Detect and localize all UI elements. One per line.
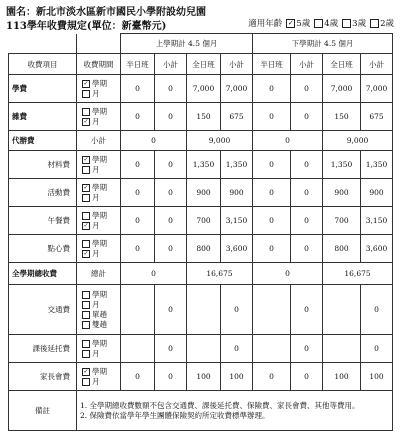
period-option[interactable] [78, 89, 119, 99]
option-label: 學期 [92, 238, 107, 248]
period-option[interactable] [78, 249, 119, 259]
table-row [9, 363, 393, 391]
table-cell: 0 [253, 207, 291, 235]
table-row [9, 235, 393, 263]
row-label: 活動費 [9, 179, 77, 207]
table-cell: 3,150 [361, 207, 393, 235]
checkbox-icon [82, 340, 90, 348]
table-cell: 7,000 [323, 75, 361, 103]
row-label: 材料費 [9, 151, 77, 179]
period-option[interactable] [78, 290, 119, 300]
period-option[interactable] [78, 349, 119, 359]
period-options [77, 103, 121, 131]
table-cell: 0 [121, 363, 155, 391]
notes-content [77, 391, 393, 431]
checked-icon: ✓ [83, 367, 89, 375]
table-cell [121, 335, 155, 363]
option-label: 月 [92, 88, 100, 98]
table-cell: 0 [291, 335, 323, 363]
checkbox-icon [82, 350, 90, 358]
table-cell: 0 [121, 263, 187, 285]
checkbox-icon [82, 240, 90, 248]
option-label: 月 [92, 376, 100, 386]
period-option[interactable] [78, 117, 119, 127]
period-options [77, 335, 121, 363]
age-option-2[interactable] [370, 17, 394, 29]
notes-label: 備註 [9, 391, 77, 431]
table-cell: 16,675 [187, 263, 253, 285]
checked-icon: ✓ [83, 221, 89, 229]
period-option[interactable] [78, 300, 119, 310]
period-options [77, 285, 121, 335]
row-label: 交通費 [9, 285, 77, 335]
option-label: 月 [92, 192, 100, 202]
checkbox-icon [82, 301, 90, 309]
table-cell: 0 [291, 363, 323, 391]
period-options [77, 207, 121, 235]
table-cell: 900 [361, 179, 393, 207]
age-label-3: 3歲 [352, 19, 367, 29]
checked-icon: ✓ [83, 249, 89, 257]
table-cell: 100 [323, 363, 361, 391]
checkbox-icon [82, 378, 90, 386]
row-label: 雜費 [9, 103, 77, 131]
col-subtotal: 小計 [361, 54, 393, 75]
table-cell: 0 [361, 335, 393, 363]
period-option[interactable] [78, 193, 119, 203]
row-label: 課後延托費 [9, 335, 77, 363]
row-label: 午餐費 [9, 207, 77, 235]
period-option[interactable] [78, 221, 119, 231]
table-cell: 0 [291, 103, 323, 131]
table-cell: 3,600 [361, 235, 393, 263]
checkbox-icon [82, 311, 90, 319]
table-cell [323, 335, 361, 363]
col-half-day: 半日班 [121, 54, 155, 75]
table-cell: 800 [323, 235, 361, 263]
row-sublabel: 小計 [77, 131, 121, 151]
col-item: 收費項目 [9, 54, 77, 75]
table-row [9, 103, 393, 131]
period-options [77, 363, 121, 391]
table-cell: 0 [121, 103, 155, 131]
row-label: 全學期總收費 [9, 263, 77, 285]
checkbox-icon [342, 19, 351, 28]
table-cell: 900 [221, 179, 253, 207]
table-cell: 0 [253, 363, 291, 391]
table-cell: 700 [187, 207, 221, 235]
age-option-5[interactable] [286, 17, 310, 29]
table-cell: 0 [155, 179, 187, 207]
row-label: 學費 [9, 75, 77, 103]
table-cell: 0 [155, 207, 187, 235]
table-cell: 7,000 [187, 75, 221, 103]
table-cell: 0 [361, 285, 393, 335]
option-label: 雙趟 [92, 319, 107, 329]
option-label: 月 [92, 220, 100, 230]
period-option[interactable] [78, 155, 119, 165]
period-option[interactable] [78, 310, 119, 320]
table-cell: 150 [187, 103, 221, 131]
period-option[interactable] [78, 165, 119, 175]
checkbox-icon [370, 19, 379, 28]
table-cell: 0 [291, 179, 323, 207]
checkbox-icon [82, 166, 90, 174]
table-cell: 9,000 [323, 131, 393, 151]
table-row [9, 179, 393, 207]
checked-icon: ✓ [83, 117, 89, 125]
period-options [77, 151, 121, 179]
period-options [77, 235, 121, 263]
option-label: 學期 [92, 182, 107, 192]
table-cell: 150 [323, 103, 361, 131]
age-option-4[interactable] [314, 17, 338, 29]
table-cell: 3,150 [221, 207, 253, 235]
col-subtotal: 小計 [155, 54, 187, 75]
table-cell: 0 [121, 131, 187, 151]
checked-icon: ✓ [83, 79, 89, 87]
age-selector [248, 17, 394, 29]
checked-icon: ✓ [287, 18, 294, 27]
period-option[interactable] [78, 377, 119, 387]
period-options [77, 75, 121, 103]
checked-icon: ✓ [83, 183, 89, 191]
table-cell: 16,675 [323, 263, 393, 285]
row-sublabel: 總計 [77, 263, 121, 285]
period-option[interactable] [78, 79, 119, 89]
table-cell: 0 [155, 335, 187, 363]
period-option[interactable] [78, 320, 119, 330]
table-cell: 100 [187, 363, 221, 391]
table-cell: 675 [361, 103, 393, 131]
table-cell: 0 [155, 103, 187, 131]
school-name: 園名：新北市淡水區新市國民小學附設幼兒園 [6, 7, 206, 18]
row-label: 家長會費 [9, 363, 77, 391]
col-full-day: 全日班 [323, 54, 361, 75]
note-item: 1. 全學期總收費數額不包含交通費、課後延托費、保險費、家長會費、其他等費用。 [80, 400, 360, 410]
option-label: 單趟 [92, 309, 107, 319]
period-option[interactable] [78, 211, 119, 221]
option-label: 學期 [92, 78, 107, 88]
table-cell: 900 [187, 179, 221, 207]
row-label: 代辦費 [9, 131, 77, 151]
table-cell [187, 285, 221, 335]
table-cell: 0 [291, 285, 323, 335]
option-label: 學期 [92, 366, 107, 376]
table-row [9, 131, 393, 151]
table-cell: 0 [221, 335, 253, 363]
table-row [9, 151, 393, 179]
table-cell: 3,600 [221, 235, 253, 263]
table-cell: 0 [253, 131, 323, 151]
fee-table [8, 33, 393, 431]
table-cell: 0 [291, 151, 323, 179]
col-unit: 收費期間 [77, 54, 121, 75]
age-label-4: 4歲 [324, 19, 339, 29]
table-cell: 7,000 [361, 75, 393, 103]
table-cell: 100 [221, 363, 253, 391]
table-cell: 0 [291, 207, 323, 235]
checkbox-icon [82, 321, 90, 329]
col-half-day: 半日班 [253, 54, 291, 75]
table-cell: 0 [253, 75, 291, 103]
table-row [9, 207, 393, 235]
checkbox-icon [314, 19, 323, 28]
table-cell [253, 285, 291, 335]
table-cell [253, 335, 291, 363]
table-cell: 800 [187, 235, 221, 263]
table-cell: 0 [221, 285, 253, 335]
table-cell: 900 [323, 179, 361, 207]
option-label: 學期 [92, 338, 107, 348]
option-label: 月 [92, 348, 100, 358]
period-option[interactable] [78, 339, 119, 349]
table-cell: 0 [253, 103, 291, 131]
checkbox-icon [82, 212, 90, 220]
table-cell: 0 [155, 235, 187, 263]
option-label: 月 [92, 164, 100, 174]
table-cell: 7,000 [221, 75, 253, 103]
table-row [9, 75, 393, 103]
age-label: 適用年齡 [248, 19, 283, 29]
checkbox-icon [82, 194, 90, 202]
age-label-5: 5歲 [296, 19, 311, 29]
table-cell [187, 335, 221, 363]
corner-blank [9, 34, 77, 54]
table-cell: 675 [221, 103, 253, 131]
table-row [9, 335, 393, 363]
note-item: 2. 保險費依當學年學生團體保險契約所定收費標準辦理。 [80, 410, 270, 420]
table-cell: 0 [121, 207, 155, 235]
option-label: 月 [92, 248, 100, 258]
table-cell: 0 [291, 75, 323, 103]
table-cell: 0 [253, 151, 291, 179]
table-cell: 700 [323, 207, 361, 235]
table-cell: 100 [361, 363, 393, 391]
table-cell: 0 [253, 263, 323, 285]
table-cell: 0 [253, 235, 291, 263]
col-subtotal: 小計 [291, 54, 323, 75]
table-cell: 0 [121, 151, 155, 179]
option-label: 學期 [92, 106, 107, 116]
second-semester-header: 下學期計 4.5 個月 [253, 34, 393, 54]
checked-icon: ✓ [83, 155, 89, 163]
table-cell: 0 [291, 235, 323, 263]
table-cell: 0 [121, 179, 155, 207]
fee-title: 113學年收費規定(單位：新臺幣元) [6, 21, 167, 32]
period-option[interactable] [78, 367, 119, 377]
corner-blank [77, 34, 121, 54]
period-options [77, 179, 121, 207]
table-cell [121, 285, 155, 335]
age-label-2: 2歲 [380, 19, 394, 29]
option-label: 學期 [92, 154, 107, 164]
table-cell: 0 [121, 75, 155, 103]
table-cell: 1,350 [221, 151, 253, 179]
checkbox-icon [82, 90, 90, 98]
row-label: 點心費 [9, 235, 77, 263]
table-cell: 0 [155, 75, 187, 103]
table-row [9, 285, 393, 335]
table-cell: 1,350 [187, 151, 221, 179]
option-label: 月 [92, 116, 100, 126]
first-semester-header: 上學期計 4.5 個月 [121, 34, 253, 54]
notes-row [9, 391, 393, 431]
period-option[interactable] [78, 183, 119, 193]
option-label: 學期 [92, 210, 107, 220]
checkbox-icon [82, 108, 90, 116]
age-option-3[interactable] [342, 17, 366, 29]
period-option[interactable] [78, 239, 119, 249]
col-full-day: 全日班 [187, 54, 221, 75]
checkbox-icon [82, 291, 90, 299]
table-cell: 0 [155, 363, 187, 391]
option-label: 學期 [92, 289, 107, 299]
table-cell: 1,350 [361, 151, 393, 179]
col-subtotal: 小計 [221, 54, 253, 75]
table-row [9, 263, 393, 285]
table-cell: 0 [155, 285, 187, 335]
table-cell: 0 [155, 151, 187, 179]
table-cell [323, 285, 361, 335]
option-label: 月 [92, 299, 100, 309]
table-cell: 1,350 [323, 151, 361, 179]
table-cell: 0 [121, 235, 155, 263]
period-option[interactable] [78, 107, 119, 117]
table-cell: 9,000 [187, 131, 253, 151]
table-cell: 0 [253, 179, 291, 207]
